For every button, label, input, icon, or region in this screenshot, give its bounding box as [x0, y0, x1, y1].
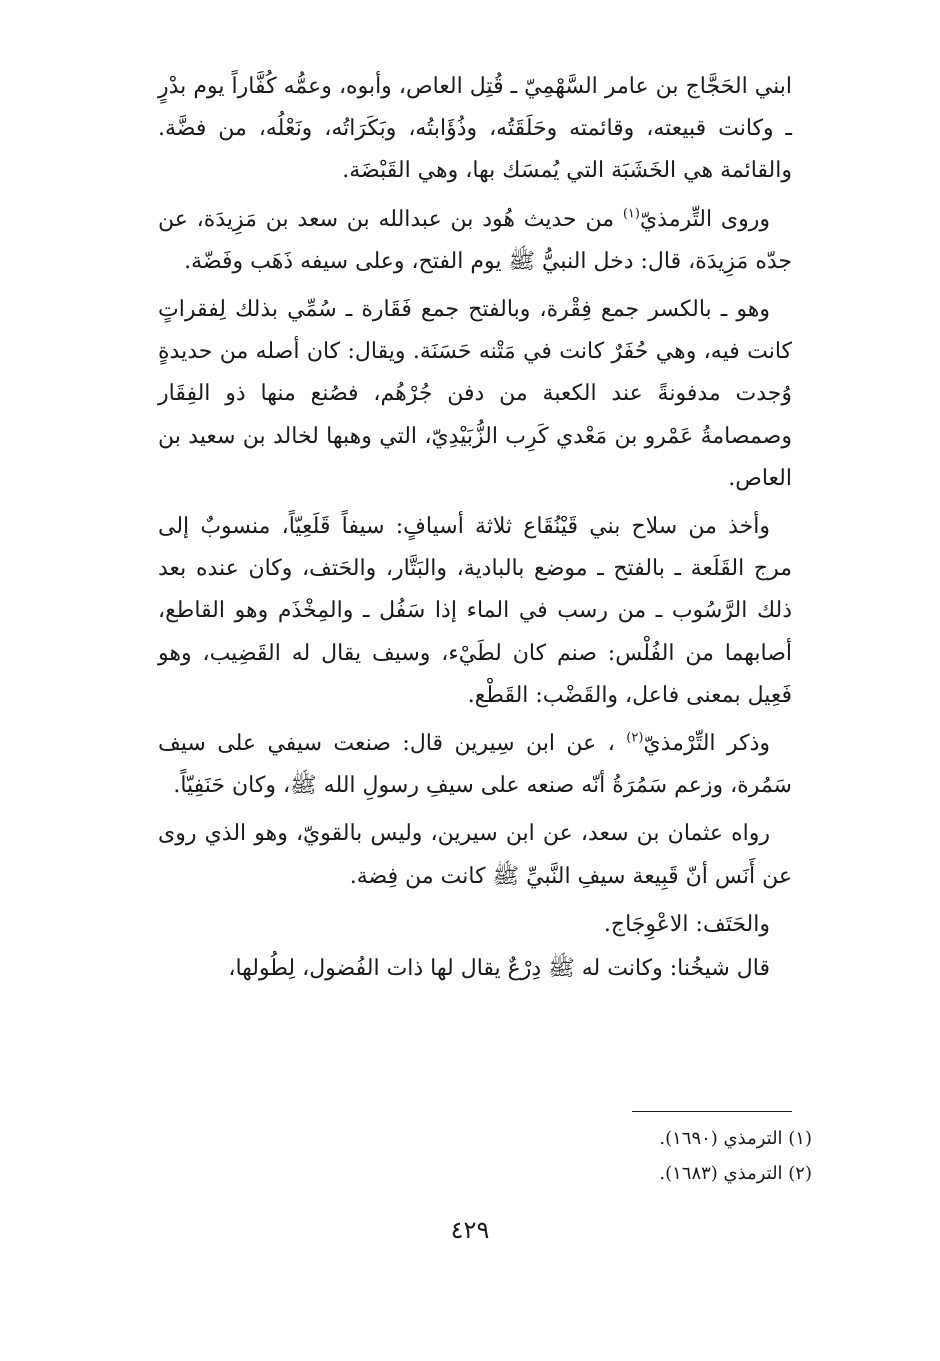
footnote-2: (٢) الترمذي (١٦٨٣). — [659, 1163, 812, 1184]
paragraph-5-rest: ، عن ابن سِيرين قال: صنعت سيفي على سيف سَمُرة، وزعم سَمُرَةُ أنّه صنعه على سيفِ رسولِ الله ﷺ، وكان حَنَفِيّاً. — [158, 731, 792, 799]
footnote-ref-2[interactable]: (٢) — [626, 730, 644, 746]
paragraph-4: وأخذ من سلاح بني قَيْنُقَاع ثلاثة أسيافٍ: سيفاً قَلَعِيّاً، منسوبٌ إلى مرج القَلَعة ـ بالفتح ـ موضع بالبادية، والبَتَّار، والحَتف، وكان عنده بعد ذلك الرَّسُوب ـ من رسب في الماء إذا سَفُل ـ والمِخْذَم وهو القاطع، أصابهما من الفُلْس: صنم كان لطَيْء، وسيف يقال له القَضِيب، وهو فَعِيل بمعنى فاعل، والقَضْب: القَطْع. — [158, 514, 792, 708]
footnotes — [158, 1121, 812, 1191]
paragraph-8: قال شيخُنا: وكانت له ﷺ دِرْعٌ يقال لها ذات الفُضول، لِطُولها، — [228, 956, 770, 982]
paragraph-2-rest: من حديث هُود بن عبدالله بن سعد بن مَزِيدَة، عن جدّه مَزِيدَة، قال: دخل النبيُّ ﷺ يوم الفتح، وعلى سيفه ذَهَب وفَضّة. — [158, 206, 792, 274]
footnote-1: (١) الترمذي (١٦٩٠). — [659, 1128, 812, 1149]
footnote-divider — [632, 1111, 792, 1112]
paragraph-2-lead: وروى التِّرمذيّ — [639, 206, 771, 232]
paragraph-5 — [158, 723, 792, 807]
paragraph-7: والحَتَف: الاعْوِجَاج. — [603, 911, 770, 937]
paragraph-2 — [158, 199, 792, 283]
page-number: ٤٢٩ — [450, 1216, 490, 1244]
paragraph-3: وهو ـ بالكسر جمع فِقْرة، وبالفتح جمع فَقَارة ـ سُمِّي بذلك لِفقراتٍ كانت فيه، وهي حُفَرٌ كانت في مَتْنه حَسَنَة. ويقال: كان أصله من حديدةٍ وُجدت مدفونةً عند الكعبة من دفن جُرْهُم، فصُنع منها ذو الفِقَار وصمصامةُ عَمْرو بن مَعْدي كَرِب الزُّبَيْدِيّ، التي وهبها لخالد بن سعيد بن العاص. — [158, 297, 792, 491]
paragraph-6: رواه عثمان بن سعد، عن ابن سيرين، وليس بالقويّ، وهو الذي روى عن أَنَس أنّ قَبِيعة سيفِ النَّبيِّ ﷺ كانت من فِضة. — [158, 821, 792, 889]
paragraph-1: ابني الحَجَّاج بن عامر السَّهْمِيّ ـ قُتِل العاص، وأبوه، وعمُّه كُفَّاراً يوم بدْرٍ ـ وكانت قبيعته، وقائمته وحَلَقَتُه، وذُؤَابتُه، وبَكَرَاتُه، ونَعْلُه، من فضَّة. والقائمة هي الخَشَبَة التي يُمسَك بها، وهي القَبْضَة. — [158, 74, 792, 184]
footnote-ref-1[interactable]: (١) — [622, 206, 640, 222]
paragraph-5-lead: وذكر التِّرْمذيّ — [643, 731, 771, 757]
